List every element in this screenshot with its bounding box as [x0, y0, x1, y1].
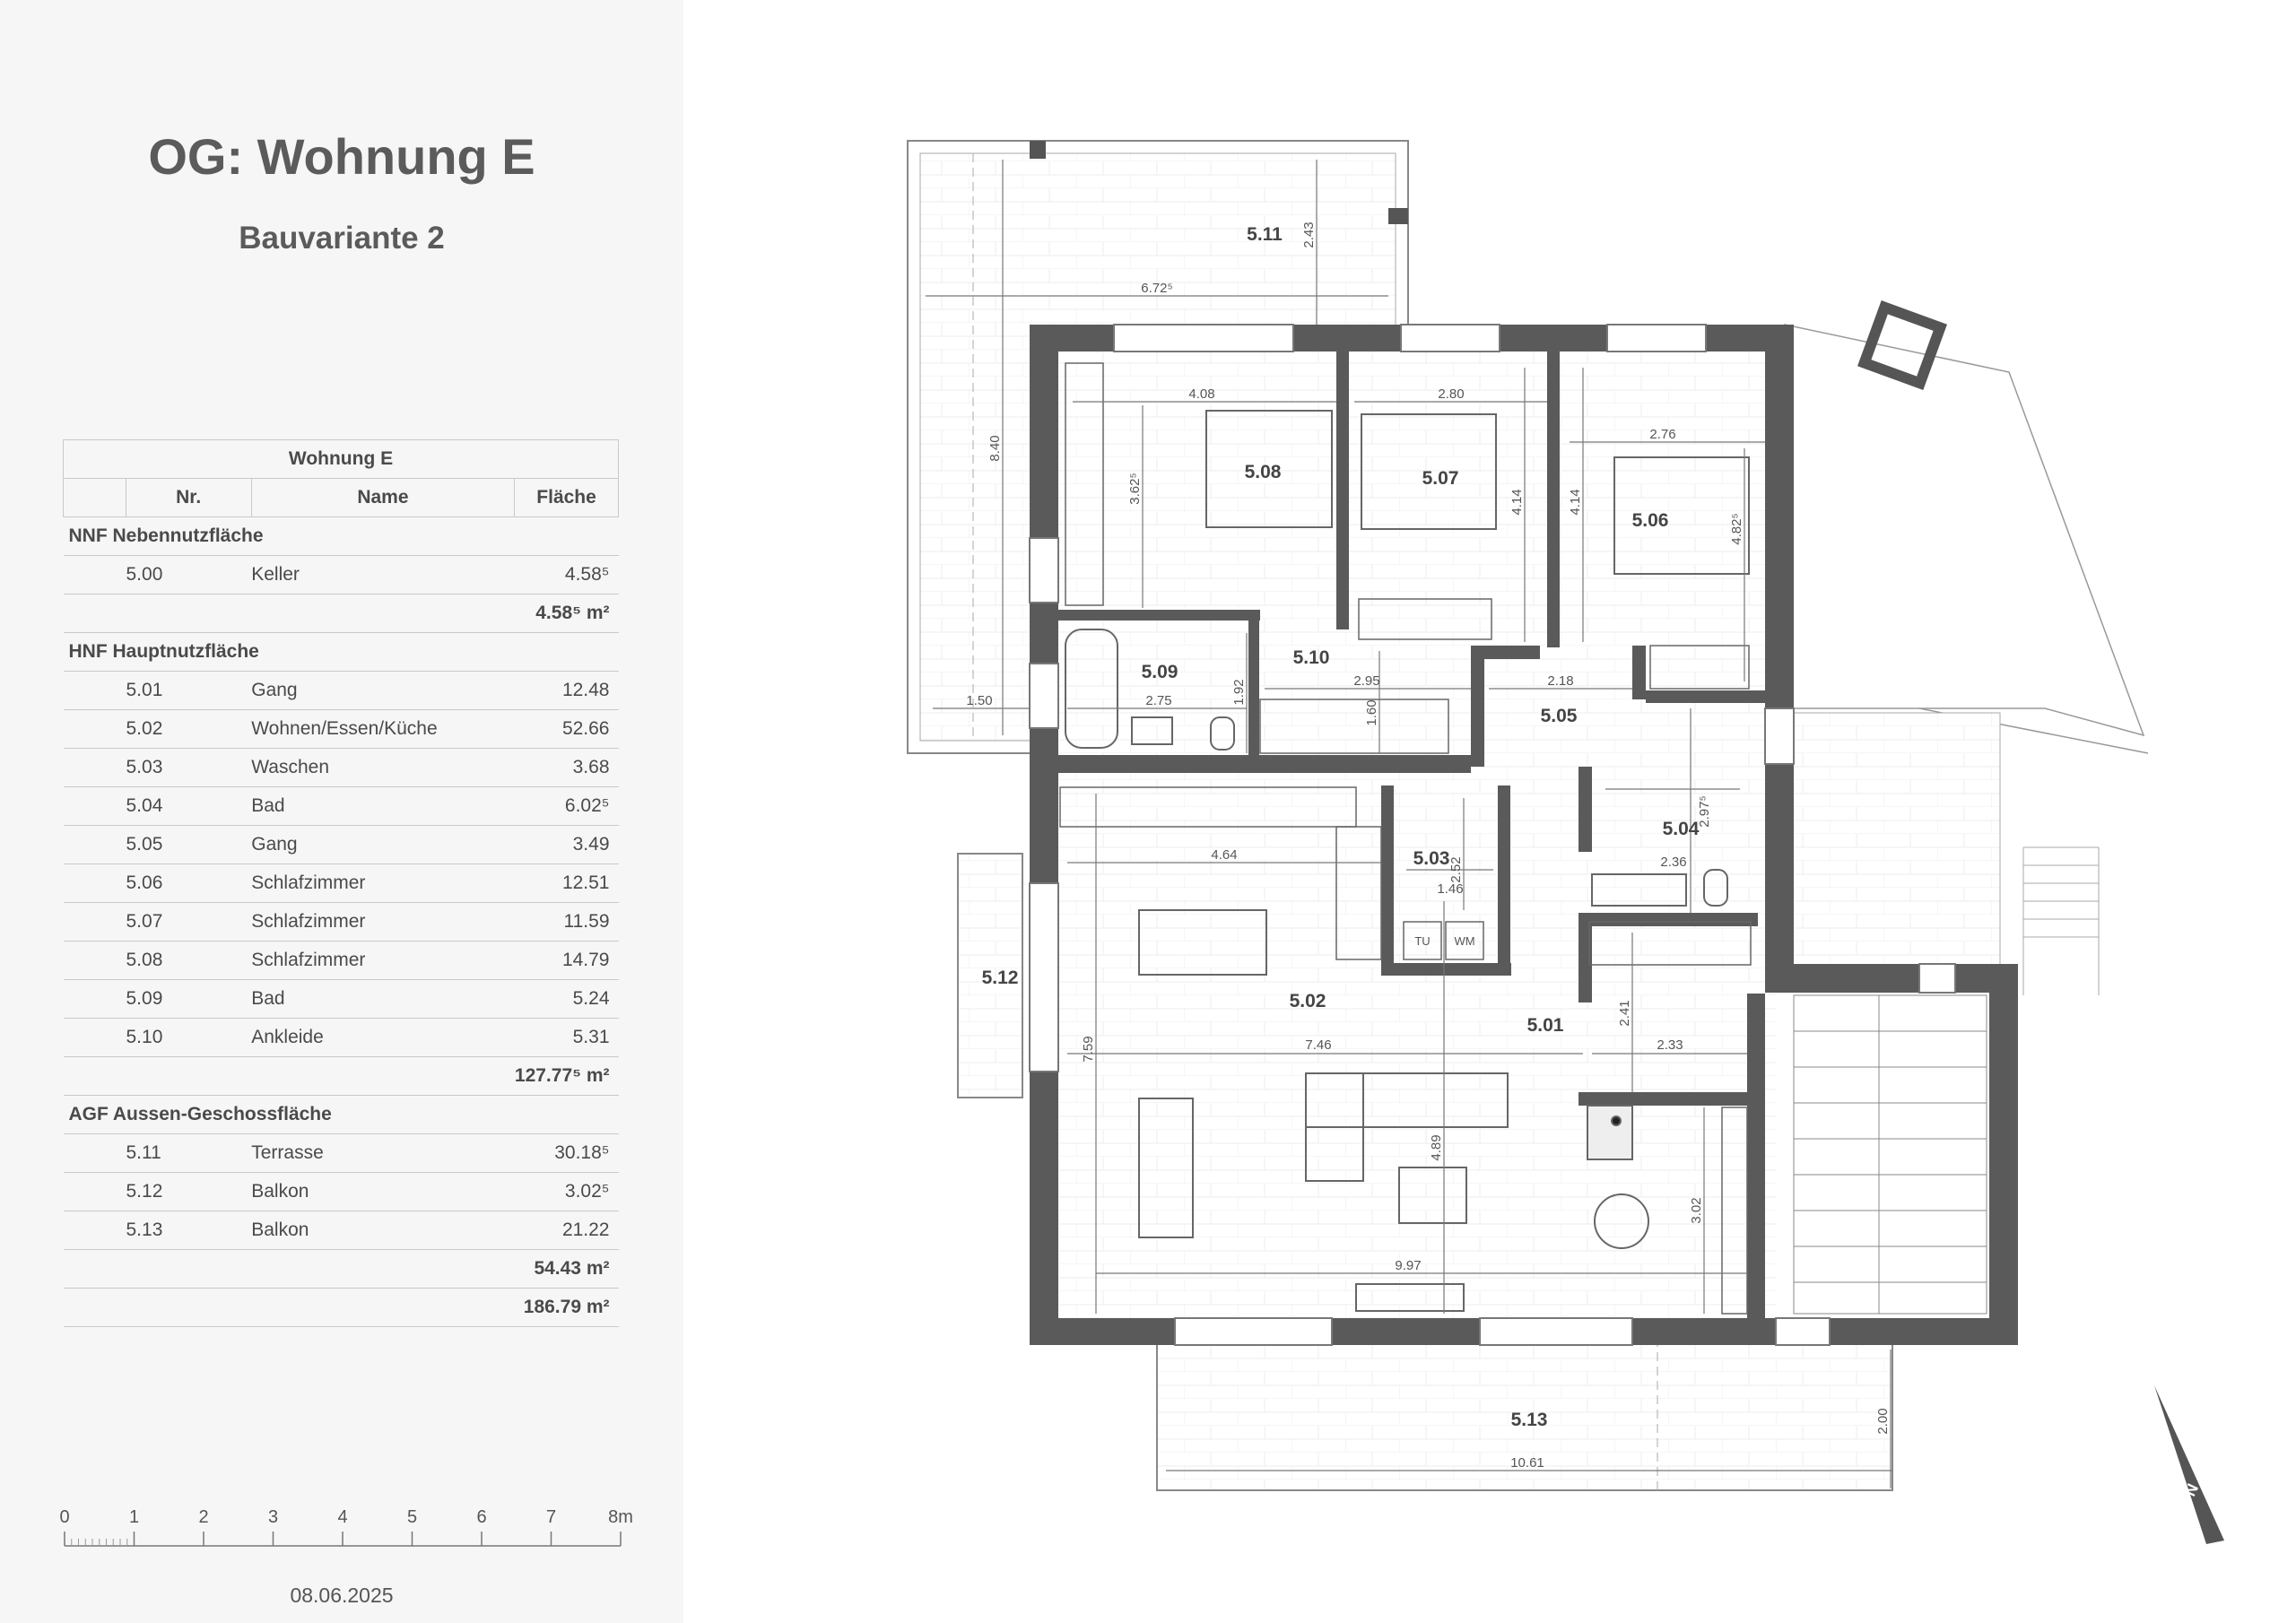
scale-label: 1: [128, 1507, 140, 1527]
dim-509-w: 2.75: [1145, 693, 1172, 708]
room-number: 5.13: [64, 1211, 252, 1250]
dim-501-l: 3.02: [1689, 1197, 1704, 1224]
room-area: 3.49: [515, 826, 619, 864]
dim-502-b: 9.97: [1395, 1258, 1422, 1273]
dim-terrace-width: 6.72⁵: [1141, 281, 1173, 296]
room-label-505: 5.05: [1540, 706, 1578, 726]
room-area: 21.22: [515, 1211, 619, 1250]
room-name: Schlafzimmer: [251, 942, 514, 980]
room-number: 5.08: [64, 942, 252, 980]
room-label-509: 5.09: [1141, 662, 1178, 682]
dim-501-w: 2.33: [1657, 1037, 1683, 1053]
room-number: 5.01: [64, 672, 252, 710]
room-label-510: 5.10: [1292, 647, 1330, 668]
dim-506-h1: 4.14: [1568, 489, 1583, 516]
dim-502-w: 4.64: [1211, 847, 1238, 863]
dim-509-h: 1.92: [1231, 679, 1247, 706]
room-label-502: 5.02: [1289, 991, 1326, 1011]
stove: [1587, 1106, 1632, 1159]
dim-terrace-h1: 2.43: [1301, 221, 1317, 248]
header-name: Name: [251, 479, 514, 517]
room-area: 30.18⁵: [515, 1134, 619, 1173]
room-area: 5.24: [515, 980, 619, 1019]
room-area: 52.66: [515, 710, 619, 749]
room-number: 5.04: [64, 787, 252, 826]
dim-507-w: 2.80: [1438, 386, 1465, 402]
room-label-507: 5.07: [1422, 468, 1459, 489]
dim-505-w: 2.18: [1547, 673, 1574, 689]
room-number: 5.11: [64, 1134, 252, 1173]
scale-label: 3: [267, 1507, 279, 1527]
room-label-513: 5.13: [1510, 1410, 1548, 1430]
room-area: 3.02⁵: [515, 1173, 619, 1211]
dim-510-w: 2.95: [1353, 673, 1380, 689]
dim-502-h: 7.59: [1081, 1036, 1096, 1063]
section-title: NNF Nebennutzfläche: [64, 517, 619, 556]
scale-label: 0: [59, 1507, 70, 1527]
page-subtitle: Bauvariante 2: [239, 221, 445, 256]
room-name: Keller: [251, 556, 514, 595]
section-title: AGF Aussen-Geschossfläche: [64, 1096, 619, 1134]
room-name: Schlafzimmer: [251, 864, 514, 903]
dim-502-v: 4.89: [1429, 1134, 1444, 1161]
table-caption: Wohnung E: [64, 440, 619, 479]
dim-terrace-b: 1.50: [966, 693, 993, 708]
room-name: Balkon: [251, 1173, 514, 1211]
room-label-504: 5.04: [1662, 819, 1700, 839]
room-label-511: 5.11: [1247, 224, 1283, 245]
room-label-506: 5.06: [1631, 510, 1669, 531]
scale-label: 8m: [608, 1507, 633, 1527]
stove-dot: [1612, 1116, 1621, 1125]
stair-core: [1794, 995, 1987, 1314]
room-area: 12.51: [515, 864, 619, 903]
room-label-503: 5.03: [1413, 848, 1450, 869]
scale-label: 5: [406, 1507, 418, 1527]
dim-513-h: 2.00: [1875, 1408, 1891, 1435]
plan-date: 08.06.2025: [290, 1584, 394, 1607]
room-name: Gang: [251, 826, 514, 864]
room-number: 5.12: [64, 1173, 252, 1211]
dim-508-h: 3.62⁵: [1127, 473, 1143, 505]
dim-terrace-h2: 8.40: [987, 435, 1003, 462]
room-area: 11.59: [515, 903, 619, 942]
room-number: 5.06: [64, 864, 252, 903]
room-name: Waschen: [251, 749, 514, 787]
dim-504-h: 2.97⁵: [1697, 795, 1712, 828]
room-number: 5.03: [64, 749, 252, 787]
room-name: Terrasse: [251, 1134, 514, 1173]
dim-506-h2: 4.82⁵: [1729, 513, 1744, 545]
room-name: Balkon: [251, 1211, 514, 1250]
dim-510-h: 1.60: [1364, 699, 1379, 726]
scale-label: 4: [337, 1507, 348, 1527]
room-label-508: 5.08: [1244, 462, 1282, 482]
header-nr: Nr.: [126, 479, 251, 517]
room-name: Bad: [251, 980, 514, 1019]
section-total: 127.77⁵ m²: [64, 1057, 619, 1096]
room-area: 4.58⁵: [515, 556, 619, 595]
room-name: Wohnen/Essen/Küche: [251, 710, 514, 749]
section-total: 4.58⁵ m²: [64, 595, 619, 633]
room-area: 5.31: [515, 1019, 619, 1057]
room-label-512: 5.12: [981, 968, 1019, 988]
room-label-501: 5.01: [1526, 1015, 1564, 1036]
room-name: Schlafzimmer: [251, 903, 514, 942]
room-area: 14.79: [515, 942, 619, 980]
scale-label: 2: [198, 1507, 209, 1527]
room-number: 5.05: [64, 826, 252, 864]
section-total: 54.43 m²: [64, 1250, 619, 1289]
section-title: HNF Hauptnutzfläche: [64, 633, 619, 672]
room-area: 6.02⁵: [515, 787, 619, 826]
dim-508-w: 4.08: [1188, 386, 1215, 402]
scale-label: 6: [476, 1507, 487, 1527]
room-number: 5.10: [64, 1019, 252, 1057]
north-arrow-icon: [2154, 1385, 2224, 1544]
label-washer: WM: [1454, 934, 1475, 948]
dim-504-w: 2.36: [1660, 855, 1687, 870]
dim-501-v: 2.41: [1617, 1000, 1632, 1027]
page-title: OG: Wohnung E: [148, 128, 535, 185]
room-name: Ankleide: [251, 1019, 514, 1057]
dim-506-w: 2.76: [1649, 427, 1676, 442]
room-area: 3.68: [515, 749, 619, 787]
dim-503-h: 2.52: [1448, 856, 1464, 883]
dim-502-l: 7.46: [1305, 1037, 1332, 1053]
label-dryer: TU: [1414, 934, 1431, 948]
room-number: 5.09: [64, 980, 252, 1019]
room-area: 12.48: [515, 672, 619, 710]
room-number: 5.07: [64, 903, 252, 942]
dim-507-h: 4.14: [1509, 489, 1525, 516]
scale-label: 7: [545, 1507, 557, 1527]
dim-503-w: 1.46: [1437, 881, 1464, 897]
grand-total: 186.79 m²: [64, 1289, 619, 1327]
dim-513-w: 10.61: [1510, 1455, 1544, 1471]
header-area: Fläche: [515, 479, 619, 517]
room-number: 5.02: [64, 710, 252, 749]
north-label: N: [2180, 1480, 2203, 1499]
room-number: 5.00: [64, 556, 252, 595]
room-name: Bad: [251, 787, 514, 826]
room-name: Gang: [251, 672, 514, 710]
adjacent-building: [1780, 308, 2148, 995]
